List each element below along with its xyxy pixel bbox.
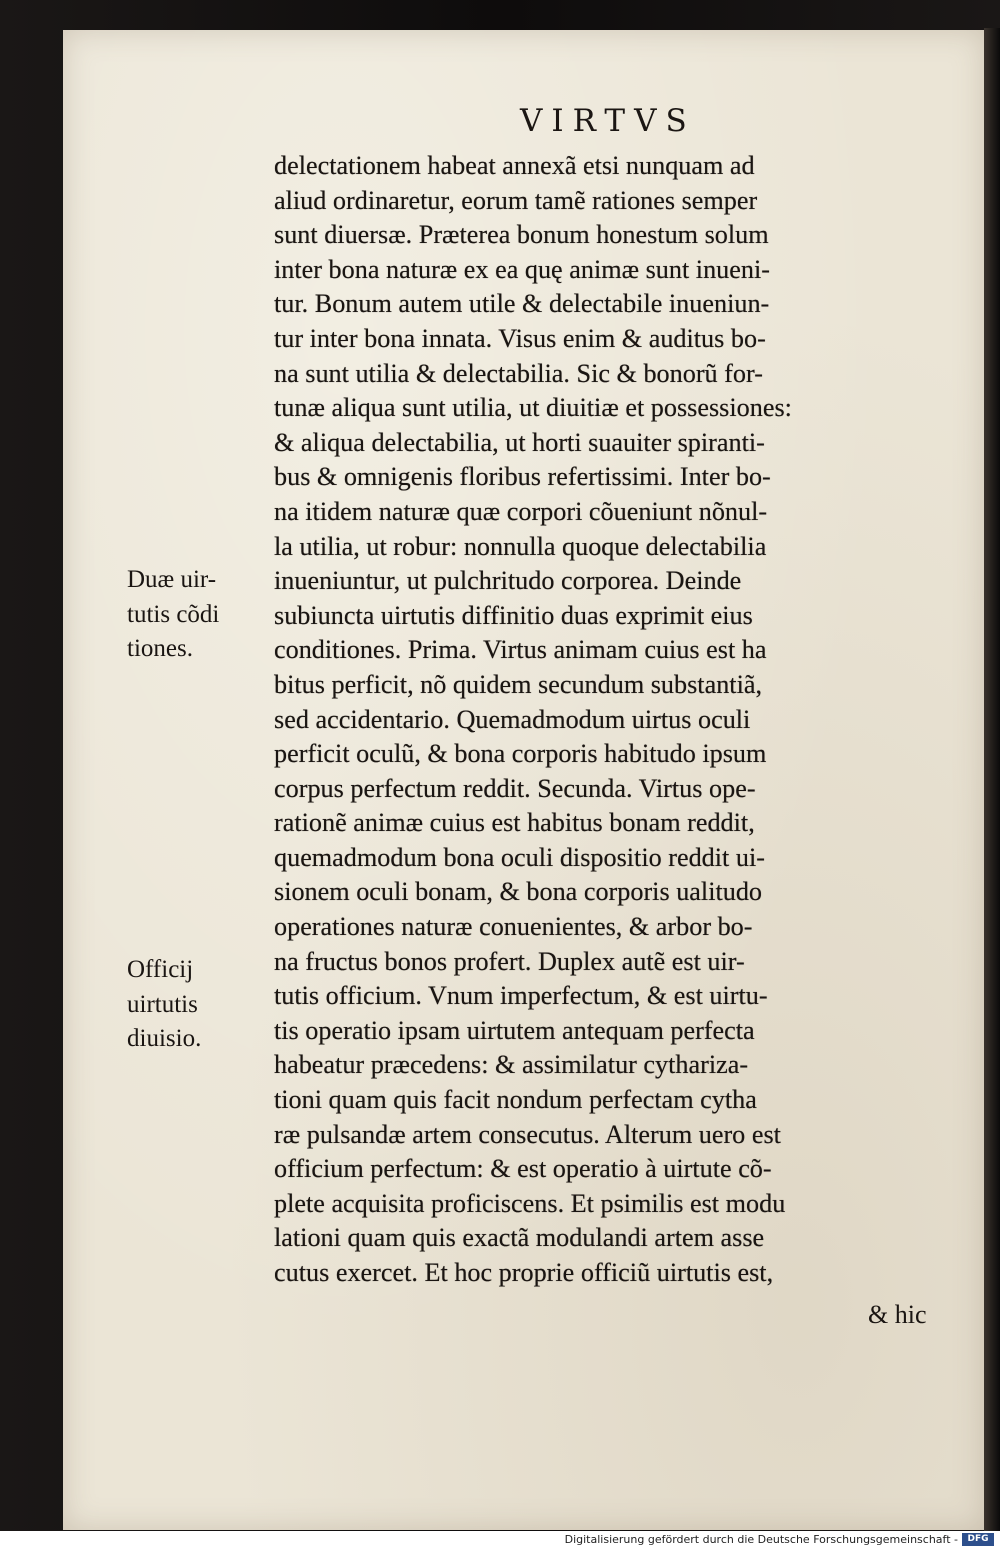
text-line: na itidem naturæ quæ corpori cõueniunt nõnul- bbox=[274, 496, 768, 526]
text-line: la utilia, ut robur: nonnulla quoque delectabilia bbox=[274, 531, 767, 561]
text-line: quemadmodum bona oculi dispositio reddit ui- bbox=[274, 842, 765, 872]
text-line: aliud ordinaretur, eorum tamẽ rationes semper bbox=[274, 185, 758, 215]
text-line: perficit oculũ, & bona corporis habitudo ipsum bbox=[274, 739, 767, 769]
text-line: delectationem habeat annexã etsi nunquam ad bbox=[274, 151, 755, 180]
marginal-note-line: tiones. bbox=[127, 635, 193, 663]
text-line: bus & omnigenis floribus refertissimi. Inter bo- bbox=[274, 462, 771, 492]
text-line: na fructus bonos profert. Duplex autẽ est uir- bbox=[274, 946, 745, 976]
text-line: tur inter bona innata. Visus enim & auditus bo- bbox=[274, 323, 766, 353]
text-line: tutis officium. Vnum imperfectum, & est uirtu- bbox=[274, 981, 768, 1011]
text-line: & aliqua delectabilia, ut horti suauiter spiranti- bbox=[274, 427, 765, 457]
marginal-note-office bbox=[127, 953, 267, 1057]
text-line: sed accidentario. Quemadmodum uirtus oculi bbox=[274, 704, 751, 734]
dfg-logo[interactable]: DFG bbox=[962, 1533, 994, 1546]
text-line: corpus perfectum reddit. Secunda. Virtus ope- bbox=[274, 773, 756, 803]
catchword: & hic bbox=[868, 1300, 927, 1329]
digitization-footer bbox=[0, 1531, 1000, 1549]
text-line: sionem oculi bonam, & bona corporis ualitudo bbox=[274, 877, 763, 907]
text-line: tur. Bonum autem utile & delectabile inueniun- bbox=[274, 289, 770, 319]
page-edge bbox=[984, 28, 1000, 1533]
text-line: bitus perficit, nõ quidem secundum substantiã, bbox=[274, 669, 763, 699]
body-text bbox=[274, 149, 964, 1291]
text-line: lationi quam quis exactã modulandi artem asse bbox=[274, 1223, 765, 1253]
marginal-note-line: diuisio. bbox=[127, 1025, 202, 1053]
text-line: tioni quam quis facit nondum perfectam cytha bbox=[274, 1085, 757, 1115]
text-line: operationes naturæ conuenientes, & arbor bo- bbox=[274, 912, 753, 942]
text-line: tis operatio ipsam uirtutem antequam perfecta bbox=[274, 1015, 755, 1045]
text-line: tunæ aliqua sunt utilia, ut diuitiæ et possessiones: bbox=[274, 393, 792, 423]
text-line: inueniuntur, ut pulchritudo corporea. Deinde bbox=[274, 566, 742, 596]
marginal-note-line: Officij bbox=[127, 956, 194, 983]
text-line: ræ pulsandæ artem consecutus. Alterum uero est bbox=[274, 1119, 781, 1149]
marginal-note-conditions bbox=[127, 563, 267, 667]
text-line: na sunt utilia & delectabilia. Sic & bonorũ for- bbox=[274, 358, 763, 388]
text-line: officium perfectum: & est operatio à uirtute cõ- bbox=[274, 1154, 772, 1184]
marginal-note-line: uirtutis bbox=[127, 990, 198, 1018]
footer-credit: Digitalisierung gefördert durch die Deutsche Forschungsgemeinschaft - bbox=[564, 1533, 958, 1546]
marginal-note-line: Duæ uir- bbox=[127, 566, 217, 593]
text-line: sunt diuersæ. Præterea bonum honestum solum bbox=[274, 220, 769, 250]
text-line: subiuncta uirtutis diffinitio duas exprimit eius bbox=[274, 600, 753, 630]
text-line: plete acquisita proficiscens. Et psimilis est modu bbox=[274, 1188, 786, 1218]
text-line: cutus exercet. Et hoc proprie officiũ uirtutis est, bbox=[274, 1258, 774, 1287]
text-line: habeatur præcedens: & assimilatur cythariza- bbox=[274, 1050, 749, 1080]
text-line: rationẽ animæ cuius est habitus bonam reddit, bbox=[274, 808, 755, 838]
text-line: conditiones. Prima. Virtus animam cuius est ha bbox=[274, 635, 767, 665]
text-line: inter bona naturæ ex ea quę animæ sunt inueni- bbox=[274, 254, 770, 284]
marginal-note-line: tutis cõdi bbox=[127, 600, 220, 628]
running-head: VIRTVS bbox=[520, 103, 696, 139]
